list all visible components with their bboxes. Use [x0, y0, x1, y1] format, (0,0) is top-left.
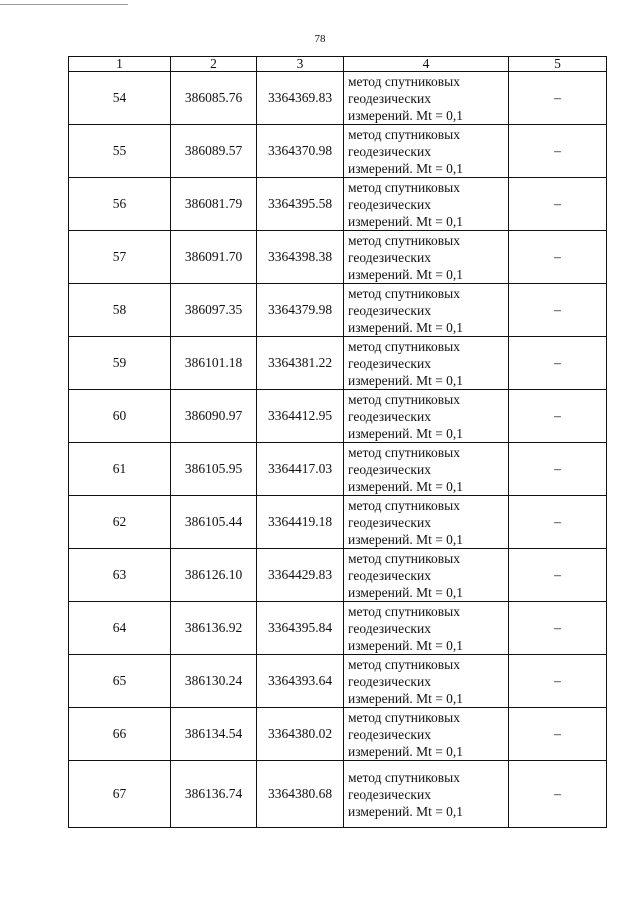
method-text-line: геодезических: [348, 567, 431, 583]
method-text-line: метод спутниковых: [348, 656, 460, 672]
method-cell: [344, 708, 509, 761]
method-text-line: геодезических: [348, 355, 431, 371]
method-text-line: измерений. Mt = 0,1: [348, 478, 464, 494]
method-cell: [344, 602, 509, 655]
point-number-cell: 61: [69, 443, 171, 496]
y-coordinate-cell: 3364395.58: [257, 178, 344, 231]
note-cell: –: [509, 602, 607, 655]
note-cell: –: [509, 443, 607, 496]
note-cell: –: [509, 390, 607, 443]
method-text-line: измерений. Mt = 0,1: [348, 425, 464, 441]
method-cell: [344, 284, 509, 337]
method-text-line: метод спутниковых: [348, 444, 460, 460]
table-row: [69, 761, 607, 828]
method-text-line: метод спутниковых: [348, 497, 460, 513]
method-text-line: метод спутниковых: [348, 126, 460, 142]
x-coordinate-cell: 386126.10: [171, 549, 257, 602]
y-coordinate-cell: 3364398.38: [257, 231, 344, 284]
x-coordinate-cell: 386136.74: [171, 761, 257, 828]
method-text-line: измерений. Mt = 0,1: [348, 372, 464, 388]
x-coordinate-cell: 386081.79: [171, 178, 257, 231]
method-text-line: метод спутниковых: [348, 769, 460, 785]
note-cell: –: [509, 708, 607, 761]
method-text-line: геодезических: [348, 408, 431, 424]
coordinates-table: [68, 56, 607, 828]
method-cell: [344, 125, 509, 178]
table-header: [69, 57, 607, 72]
header-row: [69, 57, 607, 72]
point-number-cell: 55: [69, 125, 171, 178]
table-row: [69, 231, 607, 284]
page-number: 78: [314, 33, 326, 45]
method-text-line: геодезических: [348, 196, 431, 212]
method-text-line: метод спутниковых: [348, 603, 460, 619]
top-rule: [0, 4, 128, 5]
method-text-line: геодезических: [348, 620, 431, 636]
method-text-line: геодезических: [348, 673, 431, 689]
method-cell: [344, 390, 509, 443]
point-number-cell: 63: [69, 549, 171, 602]
point-number-cell: 66: [69, 708, 171, 761]
table-row: [69, 72, 607, 125]
x-coordinate-cell: 386091.70: [171, 231, 257, 284]
method-text-line: измерений. Mt = 0,1: [348, 160, 464, 176]
method-text-line: метод спутниковых: [348, 391, 460, 407]
method-text-line: метод спутниковых: [348, 179, 460, 195]
note-cell: –: [509, 125, 607, 178]
y-coordinate-cell: 3364412.95: [257, 390, 344, 443]
y-coordinate-cell: 3364380.02: [257, 708, 344, 761]
point-number-cell: 67: [69, 761, 171, 828]
table-row: [69, 284, 607, 337]
x-coordinate-cell: 386101.18: [171, 337, 257, 390]
note-cell: –: [509, 549, 607, 602]
method-cell: [344, 761, 509, 828]
point-number-cell: 65: [69, 655, 171, 708]
method-text-line: геодезических: [348, 249, 431, 265]
header-col-1: 1: [69, 57, 171, 72]
method-text-line: метод спутниковых: [348, 285, 460, 301]
point-number-cell: 64: [69, 602, 171, 655]
method-text-line: метод спутниковых: [348, 338, 460, 354]
method-text-line: геодезических: [348, 461, 431, 477]
header-col-2: 2: [171, 57, 257, 72]
x-coordinate-cell: 386105.44: [171, 496, 257, 549]
table-row: [69, 549, 607, 602]
y-coordinate-cell: 3364370.98: [257, 125, 344, 178]
note-cell: –: [509, 231, 607, 284]
table-row: [69, 708, 607, 761]
table-row: [69, 390, 607, 443]
method-cell: [344, 231, 509, 284]
method-text-line: измерений. Mt = 0,1: [348, 213, 464, 229]
header-col-4: 4: [344, 57, 509, 72]
method-text-line: геодезических: [348, 302, 431, 318]
method-cell: [344, 549, 509, 602]
point-number-cell: 59: [69, 337, 171, 390]
method-cell: [344, 655, 509, 708]
method-text-line: измерений. Mt = 0,1: [348, 743, 464, 759]
y-coordinate-cell: 3364369.83: [257, 72, 344, 125]
y-coordinate-cell: 3364395.84: [257, 602, 344, 655]
table-row: [69, 125, 607, 178]
y-coordinate-cell: 3364419.18: [257, 496, 344, 549]
x-coordinate-cell: 386136.92: [171, 602, 257, 655]
method-text-line: геодезических: [348, 90, 431, 106]
method-text-line: метод спутниковых: [348, 73, 460, 89]
method-cell: [344, 178, 509, 231]
x-coordinate-cell: 386097.35: [171, 284, 257, 337]
table-row: [69, 443, 607, 496]
y-coordinate-cell: 3364379.98: [257, 284, 344, 337]
method-text-line: геодезических: [348, 514, 431, 530]
method-text-line: измерений. Mt = 0,1: [348, 531, 464, 547]
x-coordinate-cell: 386085.76: [171, 72, 257, 125]
x-coordinate-cell: 386090.97: [171, 390, 257, 443]
method-text-line: измерений. Mt = 0,1: [348, 584, 464, 600]
y-coordinate-cell: 3364417.03: [257, 443, 344, 496]
point-number-cell: 56: [69, 178, 171, 231]
note-cell: –: [509, 761, 607, 828]
method-text-line: измерений. Mt = 0,1: [348, 107, 464, 123]
table-row: [69, 496, 607, 549]
point-number-cell: 60: [69, 390, 171, 443]
method-text-line: метод спутниковых: [348, 550, 460, 566]
note-cell: –: [509, 284, 607, 337]
point-number-cell: 58: [69, 284, 171, 337]
x-coordinate-cell: 386130.24: [171, 655, 257, 708]
table-row: [69, 337, 607, 390]
table-body: [69, 72, 607, 828]
table-row: [69, 178, 607, 231]
method-text-line: измерений. Mt = 0,1: [348, 803, 464, 819]
method-text-line: измерений. Mt = 0,1: [348, 266, 464, 282]
note-cell: –: [509, 655, 607, 708]
method-cell: [344, 443, 509, 496]
method-text-line: геодезических: [348, 143, 431, 159]
method-cell: [344, 496, 509, 549]
note-cell: –: [509, 72, 607, 125]
method-cell: [344, 72, 509, 125]
note-cell: –: [509, 178, 607, 231]
y-coordinate-cell: 3364393.64: [257, 655, 344, 708]
point-number-cell: 62: [69, 496, 171, 549]
method-text-line: метод спутниковых: [348, 709, 460, 725]
method-text-line: измерений. Mt = 0,1: [348, 319, 464, 335]
point-number-cell: 57: [69, 231, 171, 284]
table-row: [69, 655, 607, 708]
x-coordinate-cell: 386105.95: [171, 443, 257, 496]
method-text-line: метод спутниковых: [348, 232, 460, 248]
header-col-3: 3: [257, 57, 344, 72]
method-text-line: геодезических: [348, 786, 431, 802]
x-coordinate-cell: 386089.57: [171, 125, 257, 178]
note-cell: –: [509, 337, 607, 390]
note-cell: –: [509, 496, 607, 549]
table-row: [69, 602, 607, 655]
x-coordinate-cell: 386134.54: [171, 708, 257, 761]
method-cell: [344, 337, 509, 390]
header-col-5: 5: [509, 57, 607, 72]
y-coordinate-cell: 3364380.68: [257, 761, 344, 828]
y-coordinate-cell: 3364429.83: [257, 549, 344, 602]
method-text-line: измерений. Mt = 0,1: [348, 637, 464, 653]
point-number-cell: 54: [69, 72, 171, 125]
method-text-line: геодезических: [348, 726, 431, 742]
y-coordinate-cell: 3364381.22: [257, 337, 344, 390]
method-text-line: измерений. Mt = 0,1: [348, 690, 464, 706]
